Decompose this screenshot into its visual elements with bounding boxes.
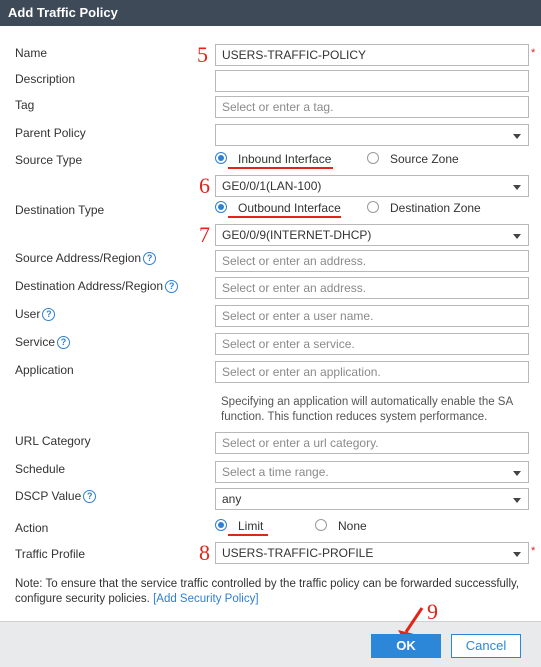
schedule-label: Schedule	[15, 462, 66, 476]
schedule-placeholder: Select a time range.	[222, 465, 329, 479]
destination-interface-select[interactable]: GE0/0/9(INTERNET-DHCP)	[215, 224, 529, 246]
application-placeholder: Select or enter an application.	[222, 365, 381, 379]
help-icon[interactable]: ?	[165, 280, 178, 293]
source-type-label: Source Type	[15, 153, 83, 167]
traffic-profile-select[interactable]: USERS-TRAFFIC-PROFILE	[215, 542, 529, 564]
destination-address-label-text: Destination Address/Region	[15, 279, 164, 293]
url-category-input[interactable]	[215, 432, 529, 454]
url-category-label: URL Category	[15, 434, 91, 448]
dscp-value-select[interactable]: any	[215, 488, 529, 510]
tag-label: Tag	[15, 98, 35, 112]
source-zone-radio[interactable]	[367, 152, 379, 164]
user-placeholder: Select or enter a user name.	[222, 309, 374, 323]
help-icon[interactable]: ?	[143, 252, 156, 265]
user-label-text: User	[15, 307, 41, 321]
ok-button[interactable]: OK	[371, 634, 441, 658]
service-label	[15, 335, 70, 349]
annotation-underline	[228, 534, 268, 536]
service-label-text: Service	[15, 335, 56, 349]
parent-policy-label: Parent Policy	[15, 126, 86, 140]
add-security-policy-link[interactable]: [Add Security Policy]	[153, 593, 259, 605]
service-input[interactable]	[215, 333, 529, 355]
annotation-number-9: 9	[427, 599, 438, 624]
annotation-underline	[228, 167, 333, 169]
security-policy-note-text: Note: To ensure that the service traffic controlled by the traffic policy can be forwarded successfully, configure security policies.	[15, 578, 520, 605]
application-label: Application	[15, 363, 74, 377]
service-placeholder: Select or enter a service.	[222, 337, 355, 351]
destination-address-input[interactable]	[215, 277, 529, 299]
action-limit-radio[interactable]	[215, 519, 227, 531]
source-zone-label: Source Zone	[390, 152, 459, 166]
user-input[interactable]	[215, 305, 529, 327]
action-limit-label: Limit	[238, 519, 264, 533]
help-icon[interactable]: ?	[57, 336, 70, 349]
name-input[interactable]: USERS-TRAFFIC-POLICY	[215, 44, 529, 66]
annotation-number-5: 5	[197, 42, 208, 67]
source-address-placeholder: Select or enter an address.	[222, 254, 367, 268]
source-interface-select[interactable]: GE0/0/1(LAN-100)	[215, 175, 529, 197]
annotation-number-6: 6	[199, 173, 210, 198]
annotation-number-7: 7	[199, 222, 210, 247]
parent-policy-select[interactable]	[215, 124, 529, 146]
traffic-profile-label: Traffic Profile	[15, 547, 86, 561]
destination-zone-label: Destination Zone	[390, 201, 481, 215]
outbound-interface-label: Outbound Interface	[238, 201, 341, 215]
source-address-input[interactable]	[215, 250, 529, 272]
tag-input[interactable]	[215, 96, 529, 118]
security-policy-note	[15, 577, 541, 607]
destination-type-label: Destination Type	[15, 203, 105, 217]
schedule-select[interactable]	[215, 461, 529, 483]
dialog-title: Add Traffic Policy	[0, 0, 541, 26]
description-label: Description	[15, 72, 76, 86]
destination-address-placeholder: Select or enter an address.	[222, 281, 367, 295]
destination-zone-radio[interactable]	[367, 201, 379, 213]
dscp-value-label	[15, 489, 96, 503]
annotation-underline	[228, 216, 341, 218]
application-input[interactable]	[215, 361, 529, 383]
action-none-label: None	[338, 519, 367, 533]
cancel-button[interactable]: Cancel	[451, 634, 521, 658]
application-sa-note: Specifying an application will automatically enable the SA function. This function reduces system performance.	[221, 396, 513, 423]
description-input[interactable]	[215, 70, 529, 92]
required-mark: *	[531, 47, 536, 59]
dscp-value-label-text: DSCP Value	[15, 489, 82, 503]
help-icon[interactable]: ?	[83, 490, 96, 503]
source-address-label	[15, 251, 156, 265]
destination-address-label	[15, 279, 178, 293]
required-mark: *	[531, 545, 536, 557]
outbound-interface-radio[interactable]	[215, 201, 227, 213]
action-label: Action	[15, 521, 49, 535]
inbound-interface-label: Inbound Interface	[238, 152, 332, 166]
user-label	[15, 307, 55, 321]
url-category-placeholder: Select or enter a url category.	[222, 436, 379, 450]
help-icon[interactable]: ?	[42, 308, 55, 321]
inbound-interface-radio[interactable]	[215, 152, 227, 164]
source-address-label-text: Source Address/Region	[15, 251, 142, 265]
annotation-number-8: 8	[199, 540, 210, 565]
name-label: Name	[15, 46, 48, 60]
tag-placeholder: Select or enter a tag.	[222, 100, 334, 114]
action-none-radio[interactable]	[315, 519, 327, 531]
